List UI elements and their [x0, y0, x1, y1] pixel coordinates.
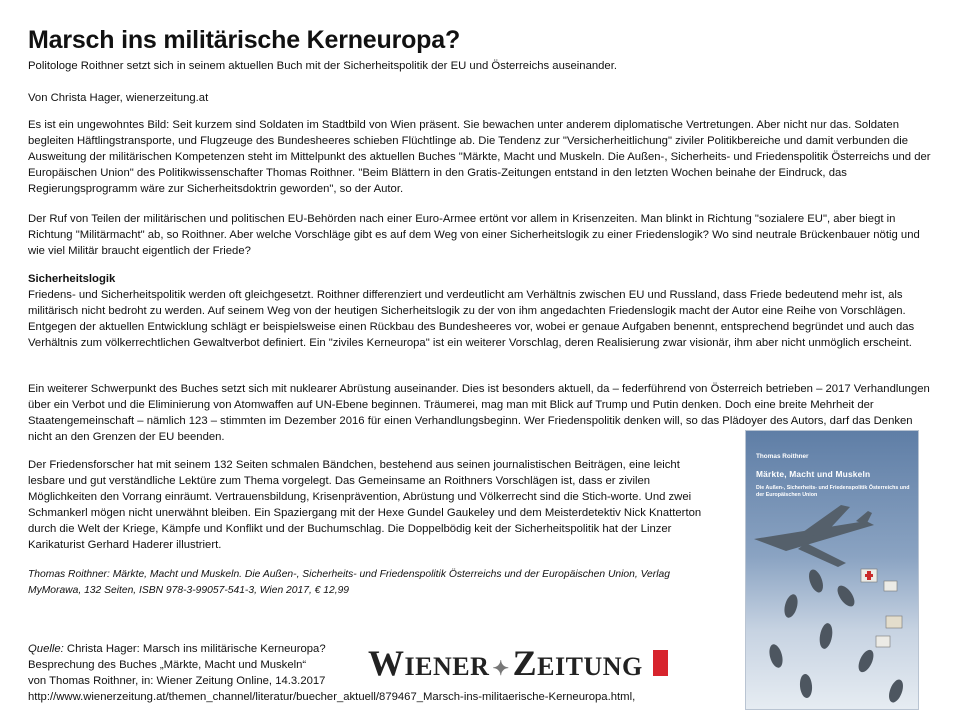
source-line-2: Besprechung des Buches „Märkte, Macht und Muskeln“: [28, 659, 307, 671]
source-line-3: von Thomas Roithner, in: Wiener Zeitung Online, 14.3.2017: [28, 675, 326, 687]
article-paragraph-1: Es ist ein ungewohntes Bild: Seit kurzem sind Soldaten im Stadtbild von Wien präsent. Sie bewachen unter anderem diplomatische Vertretungen. Aber nicht nur das. Soldaten begleiten Häftlingstransporte, und Flugzeuge des Bundesheeres schieben Flüchtlinge ab. Die Tendenz zur "Versicherheitlichung" ziviler Politikbereiche und damit verbunden die Ausweitung der militärischen Kompetenzen steht im Mittelpunkt des aktuellen Buches "Märkte, Macht und Muskeln. Die Außen-, Sicherheits- und Friedenspolitik Österreichs und der Europäischen Union" des Politikwissenschafter Thomas Roithner. "Beim Blättern in den Gratis-Zeitungen entstand in den letzten Wochen beinahe der Eindruck, das Regierungsprogramm wäre zur Sicherheitsdoktrin geworden", so der Autor.: [28, 119, 931, 195]
article-paragraph-2: Der Ruf von Teilen der militärischen und politischen EU-Behörden nach einer Euro-Armee ertönt vor allem in Krisenzeiten. Man blinkt in Richtung "sozialere EU", aber biegt in Richtung "Militärmacht" ab, so Roithner. Aber welche Vorschläge gibt es auf dem Weg von einer Sicherheitslogik zu einer Friedenslogik? Wo sind neutrale Brückenbauer nötig und wie viel Militär braucht eigentlich der Friede?: [28, 213, 920, 257]
book-subtitle: Die Außen-, Sicherheits- und Friedenspolitik Österreichs und der Europäischen Union: [756, 485, 910, 498]
logo-red-square: [653, 650, 668, 676]
source-line-1: Christa Hager: Marsch ins militärische Kerneuropa?: [63, 643, 326, 655]
book-bibliography: Thomas Roithner: Märkte, Macht und Muskeln. Die Außen-, Sicherheits- und Friedenspolitik Österreichs und der Europäischen Union, Verlag MyMorawa, 132 Seiten, ISBN 978-3-99057-541-3, Wien 2017, € 12,99: [28, 569, 670, 596]
article-paragraph-4: Ein weiterer Schwerpunkt des Buches setzt sich mit nuklearer Abrüstung auseinander. Dies ist besonders aktuell, da – federführend von Österreich betrieben – 2017 Verhandlungen über ein Verbot und die Eliminierung von Atomwaffen auf UN-Ebene beginnen. Träumerei, mag man mit Blick auf Trump und Putin denken. Doch eine breite Mehrheit der Staatengemeinschaft – nämlich 123 – stimmten im Dezember 2016 für einen Verhandlungsbeginn. Wer Friedenspolitik denken will, so das Plädoyer des Autors, darf das Denken nicht an den Grenzen der EU beenden.: [28, 383, 930, 443]
book-author: Thomas Roithner: [756, 453, 809, 460]
section-heading: Sicherheitslogik: [28, 273, 116, 285]
logo-wordmark: WIENER ✦ZEITUNG: [368, 643, 643, 683]
article-paragraph-3: Friedens- und Sicherheitspolitik werden oft gleichgesetzt. Roithner differenziert und verdeutlicht am Verhältnis zwischen EU und Russland, dass Friede bedeutend mehr ist, als militärisch nicht bedroht zu werden. Auf seinem Weg von der heutigen Sicherheitslogik zu der von ihm angedachten Friedenslogik macht der Autor eine Reihe von Vorschlägen. Entgegen der aktuellen Entwicklung schlägt er beispielsweise einen Rückbau des Bundesheeres vor, wobei er genaue Aufgaben benennt, entsprechend begründet und auch das Verhältnis zum völkerrechtlichen Gewaltverbot definiert. Ein "ziviles Kerneuropa" ist ein weiterer Vorschlag, deren Realisierung zwar visionär, ihm aber nicht unmöglich erscheint.: [28, 289, 915, 349]
book-title: Märkte, Macht und Muskeln: [756, 469, 871, 479]
wiener-zeitung-logo: [368, 643, 668, 683]
article-paragraph-5: Der Friedensforscher hat mit seinem 132 Seiten schmalen Bändchen, bestehend aus seinen journalistischen Beiträgen, eine leicht lesbare und gut verständliche Lektüre zum Thema vorgelegt. Das Gemeinsame an Roithners Vorschlägen ist, dass er zivilen Möglichkeiten den Vorrang einräumt. Vertrauensbildung, Krisenprävention, Abrüstung und Völkerrecht sind die Stich-worte. Und zwei Schmankerl mögen nicht unerwähnt bleiben. Ein Spaziergang mit der Hexe Gundel Gaukeley und dem Meisterdetektiv Nick Knatterton durch die Welt der Kriege, Kämpfe und Konflikt und der Buchumschlag. Die Doppelbödig keit der Sicherheitspolitik hat der Linzer Karikaturist Gerhard Haderer illustriert.: [28, 459, 702, 551]
article-title: Marsch ins militärische Kerneuropa?: [28, 26, 461, 54]
source-label: Quelle:: [28, 643, 64, 655]
article-lead: Politologe Roithner setzt sich in seinem aktuellen Buch mit der Sicherheitspolitik der EU und Österreichs auseinander.: [28, 60, 617, 72]
source-url[interactable]: http://www.wienerzeitung.at/themen_channel/literatur/buecher_aktuell/879467_Marsch-ins-militaerische-Kerneuropa.html,: [28, 691, 636, 703]
book-cover-image: [746, 431, 918, 709]
article-byline: Von Christa Hager, wienerzeitung.at: [28, 92, 209, 104]
article-section: [28, 271, 933, 351]
